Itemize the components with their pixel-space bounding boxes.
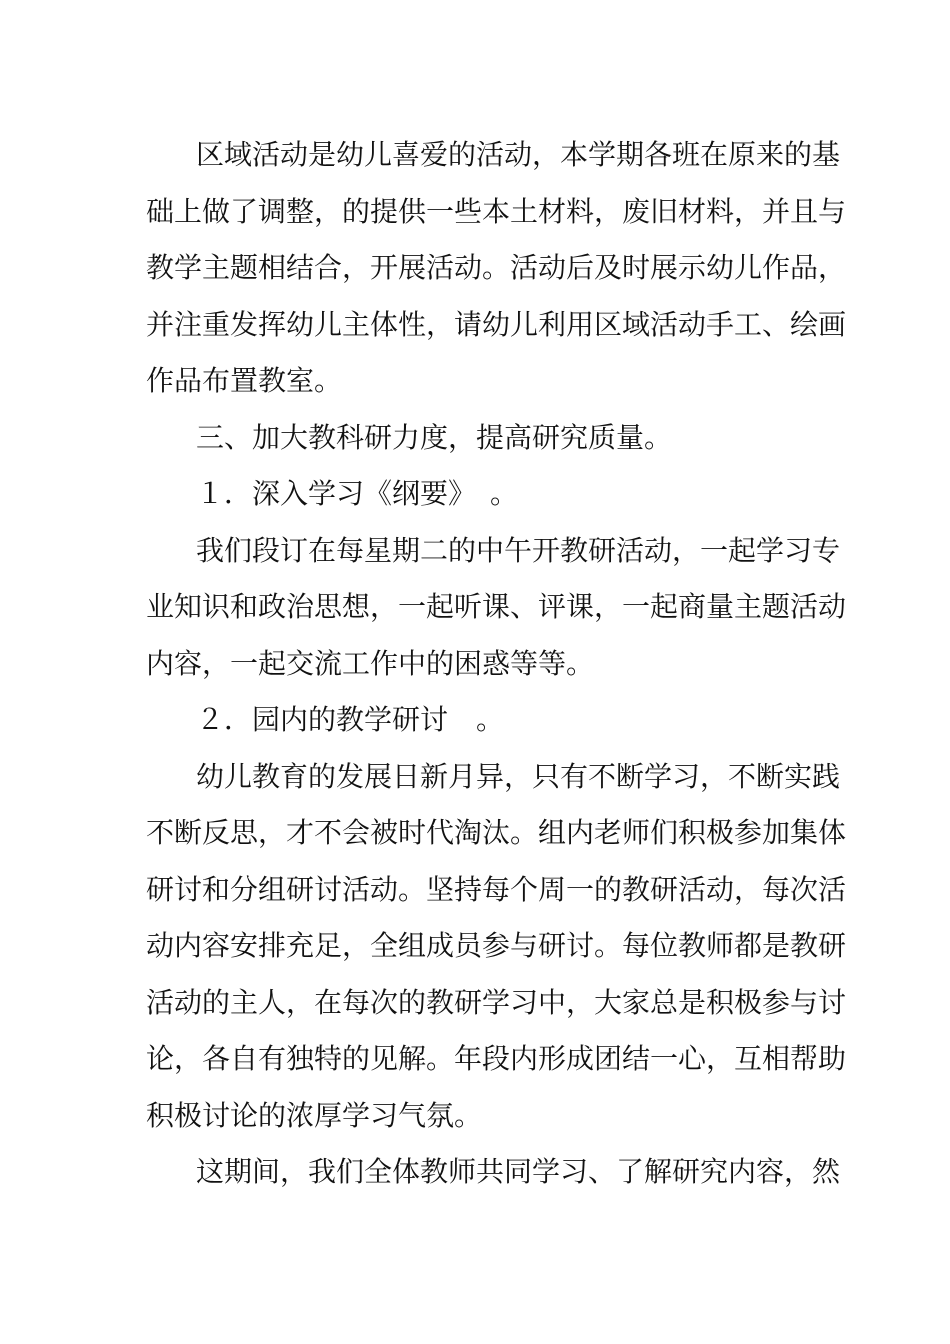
paragraph-line: 积极讨论的浓厚学习气氛。 [146,1099,483,1132]
subsection-heading: １．深入学习《纲要》 。 [196,477,519,510]
paragraph-line: 动内容安排充足，全组成员参与研讨。每位教师都是教研 [146,929,847,962]
paragraph-line: 教学主题相结合，开展活动。活动后及时展示幼儿作品， [146,251,847,284]
paragraph-line: 内容，一起交流工作中的困惑等等。 [146,647,595,680]
paragraph-line: 区域活动是幼儿喜爱的活动，本学期各班在原来的基 [196,138,841,171]
paragraph-line: 这期间，我们全体教师共同学习、了解研究内容，然 [196,1155,841,1188]
paragraph-line: 并注重发挥幼儿主体性，请幼儿利用区域活动手工、绘画 [146,308,847,341]
paragraph-line: 不断反思，才不会被时代淘汰。组内老师们积极参加集体 [146,816,847,849]
paragraph-line: 作品布置教室。 [146,364,343,397]
paragraph-line: 业知识和政治思想，一起听课、评课，一起商量主题活动 [146,590,847,623]
paragraph-line: 我们段订在每星期二的中午开教研活动，一起学习专 [196,534,841,567]
section-heading: 三、加大教科研力度，提高研究质量。 [196,421,673,454]
subsection-heading: ２．园内的教学研讨 。 [196,703,505,736]
paragraph-line: 论，各自有独特的见解。年段内形成团结一心，互相帮助 [146,1042,847,1075]
paragraph-line: 幼儿教育的发展日新月异，只有不断学习，不断实践 [196,760,841,793]
paragraph-line: 活动的主人，在每次的教研学习中，大家总是积极参与讨 [146,986,847,1019]
paragraph-line: 研讨和分组研讨活动。坚持每个周一的教研活动，每次活 [146,873,847,906]
paragraph-line: 础上做了调整，的提供一些本土材料，废旧材料，并且与 [146,195,847,228]
